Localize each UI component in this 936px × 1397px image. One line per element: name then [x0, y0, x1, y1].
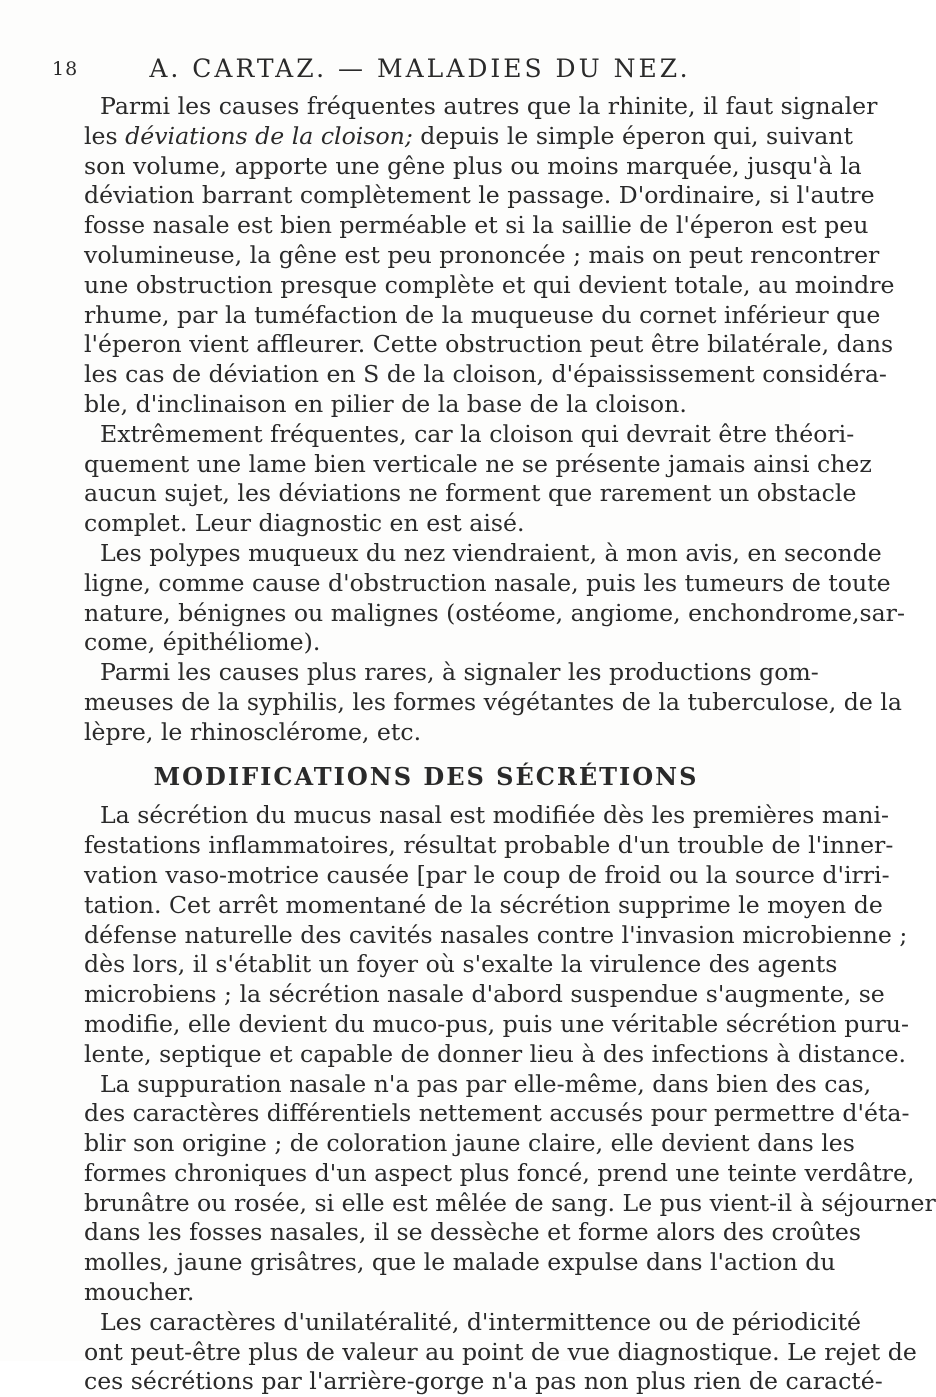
running-head: A. CARTAZ. — MALADIES DU NEZ.	[149, 54, 691, 83]
text-line: défense naturelle des cavités nasales contre l'invasion microbienne ;	[84, 920, 908, 949]
body-text	[84, 92, 936, 1397]
text-line: La sécrétion du mucus nasal est modifiée dès les premières mani-	[100, 801, 890, 830]
text-line: Extrêmement fréquentes, car la cloison qui devrait être théori-	[100, 419, 855, 448]
text-line: ces sécrétions par l'arrière-gorge n'a pas non plus rien de caracté-	[84, 1367, 883, 1396]
text-line: Les caractères d'unilatéralité, d'intermittence ou de périodicité	[100, 1307, 862, 1336]
text-line: lente, septique et capable de donner lieu à des infections à distance.	[84, 1039, 907, 1068]
text-line: ble, d'inclinaison en pilier de la base de la cloison.	[84, 389, 687, 418]
text-line: blir son origine ; de coloration jaune claire, elle devient dans les	[84, 1129, 855, 1158]
text-line: brunâtre ou rosée, si elle est mêlée de sang. Le pus vient-il à séjourner	[84, 1188, 936, 1217]
text-line: Les polypes muqueux du nez viendraient, à mon avis, en seconde	[100, 538, 882, 567]
text-line: nature, bénignes ou malignes (ostéome, angiome, enchondrome,sar-	[84, 598, 905, 627]
text-line: Parmi les causes plus rares, à signaler les productions gom-	[100, 658, 819, 687]
paragraph	[84, 419, 872, 539]
text-line: ligne, comme cause d'obstruction nasale, puis les tumeurs de toute	[84, 568, 891, 597]
text-line: déviation barrant complètement le passage. D'ordinaire, si l'autre	[84, 181, 875, 210]
text-line: les cas de déviation en S de la cloison, d'épaississement considéra-	[84, 360, 887, 389]
text-line: modifie, elle devient du muco-pus, puis une véritable sécrétion puru-	[84, 1009, 909, 1038]
text-line: dans les fosses nasales, il se dessèche et forme alors des croûtes	[84, 1218, 861, 1247]
text-line: tation. Cet arrêt momentané de la sécrétion supprime le moyen de	[84, 890, 883, 919]
text-line: festations inflammatoires, résultat probable d'un trouble de l'inner-	[84, 831, 894, 860]
paragraph	[84, 92, 895, 420]
italic-term: déviations de la cloison;	[125, 121, 413, 150]
text-fragment: les	[84, 121, 126, 150]
text-line: formes chroniques d'un aspect plus foncé, prend une teinte verdâtre,	[84, 1158, 915, 1187]
text-line: des caractères différentiels nettement accusés pour permettre d'éta-	[84, 1099, 910, 1128]
page-header	[0, 54, 800, 84]
text-line: fosse nasale est bien perméable et si la saillie de l'éperon est peu	[84, 211, 869, 240]
text-line: La suppuration nasale n'a pas par elle-même, dans bien des cas,	[100, 1069, 872, 1098]
text-line: dès lors, il s'établit un foyer où s'exalte la virulence des agents	[84, 950, 838, 979]
text-fragment: depuis le simple éperon qui, suivant	[412, 121, 853, 150]
paragraph	[84, 1307, 917, 1397]
text-line: rhume, par la tuméfaction de la muqueuse du cornet inférieur que	[84, 300, 881, 329]
text-line: come, épithéliome).	[84, 628, 321, 657]
paragraph	[84, 801, 909, 1069]
page-number: 18	[52, 58, 79, 80]
text-line: volumineuse, la gêne est peu prononcée ; mais on peut rencontrer	[84, 240, 880, 269]
text-line: ont peut-être plus de valeur au point de vue diagnostique. Le rejet de	[84, 1337, 917, 1366]
text-line: complet. Leur diagnostic en est aisé.	[84, 509, 525, 538]
text-line: moucher.	[84, 1278, 195, 1307]
paragraph	[84, 1069, 936, 1308]
paragraph	[84, 538, 905, 658]
text-line: molles, jaune grisâtres, que le malade expulse dans l'action du	[84, 1248, 836, 1277]
text-line: lèpre, le rhinosclérome, etc.	[84, 717, 422, 746]
text-line: Parmi les causes fréquentes autres que la rhinite, il faut signaler	[100, 92, 878, 120]
text-line	[84, 121, 853, 152]
text-line: l'éperon vient affleurer. Cette obstruction peut être bilatérale, dans	[84, 330, 894, 359]
text-line: aucun sujet, les déviations ne forment que rarement un obstacle	[84, 479, 857, 508]
section-heading: MODIFICATIONS DES SÉCRÉTIONS	[153, 761, 699, 791]
text-line: meuses de la syphilis, les formes végétantes de la tuberculose, de la	[84, 687, 902, 716]
text-line: son volume, apporte une gêne plus ou moins marquée, jusqu'à la	[84, 151, 862, 180]
text-line: une obstruction presque complète et qui devient totale, au moindre	[84, 270, 895, 299]
paragraph	[84, 658, 902, 747]
text-line: microbiens ; la sécrétion nasale d'abord suspendue s'augmente, se	[84, 980, 885, 1009]
text-line: quement une lame bien verticale ne se présente jamais ainsi chez	[84, 449, 872, 478]
text-line: vation vaso-motrice causée [par le coup de froid ou la source d'irri-	[84, 860, 890, 889]
